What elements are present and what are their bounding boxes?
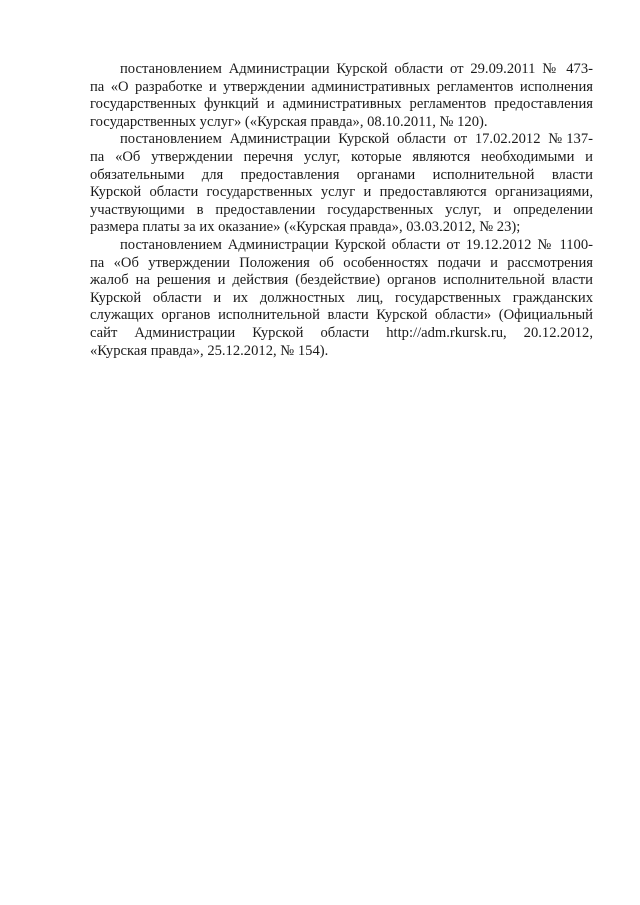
paragraph-line: постановлением Администрации Курской области от 29.09.2011 № 473- [120, 61, 593, 77]
paragraph-resolution-1100 [90, 237, 593, 360]
paragraph-line: Курской области и их должностных лиц, государственных гражданских [90, 289, 593, 306]
paragraph-line: государственных услуг» («Курская правда», 08.10.2011, № 120). [90, 113, 488, 130]
paragraph-line: па «Об утверждении Положения об особенностях подачи и рассмотрения [90, 254, 593, 271]
paragraph-line: обязательными для предоставления органами исполнительной власти [90, 166, 593, 183]
paragraph-line: размера платы за их оказание» («Курская правда», 03.03.2012, № 23); [90, 219, 521, 236]
paragraph-line: постановлением Администрации Курской области от 17.02.2012 №137- [120, 131, 593, 148]
paragraph-line: жалоб на решения и действия (бездействие) органов исполнительной власти [90, 272, 593, 289]
paragraph-line: сайт Администрации Курской области http://adm.rkursk.ru, 20.12.2012, [90, 324, 593, 341]
paragraph-resolution-473 [90, 61, 593, 131]
paragraph-line: государственных функций и административных регламентов предоставления [90, 96, 593, 113]
paragraph-line: Курской области государственных услуг и предоставляются организациями, [90, 184, 593, 201]
paragraph-line: служащих органов исполнительной власти Курской области» (Официальный [90, 307, 593, 324]
paragraph-line: постановлением Администрации Курской области от 19.12.2012 № 1100- [120, 236, 593, 253]
paragraph-line: участвующими в предоставлении государственных услуг, и определении [90, 201, 593, 218]
paragraph-resolution-137 [90, 131, 593, 237]
paragraph-line: па «О разработке и утверждении административных регламентов исполнения [90, 78, 593, 95]
paragraph-line: «Курская правда», 25.12.2012, № 154). [90, 342, 329, 359]
paragraph-line: па «Об утверждении перечня услуг, которые являются необходимыми и [90, 148, 593, 165]
document-text [90, 61, 593, 360]
